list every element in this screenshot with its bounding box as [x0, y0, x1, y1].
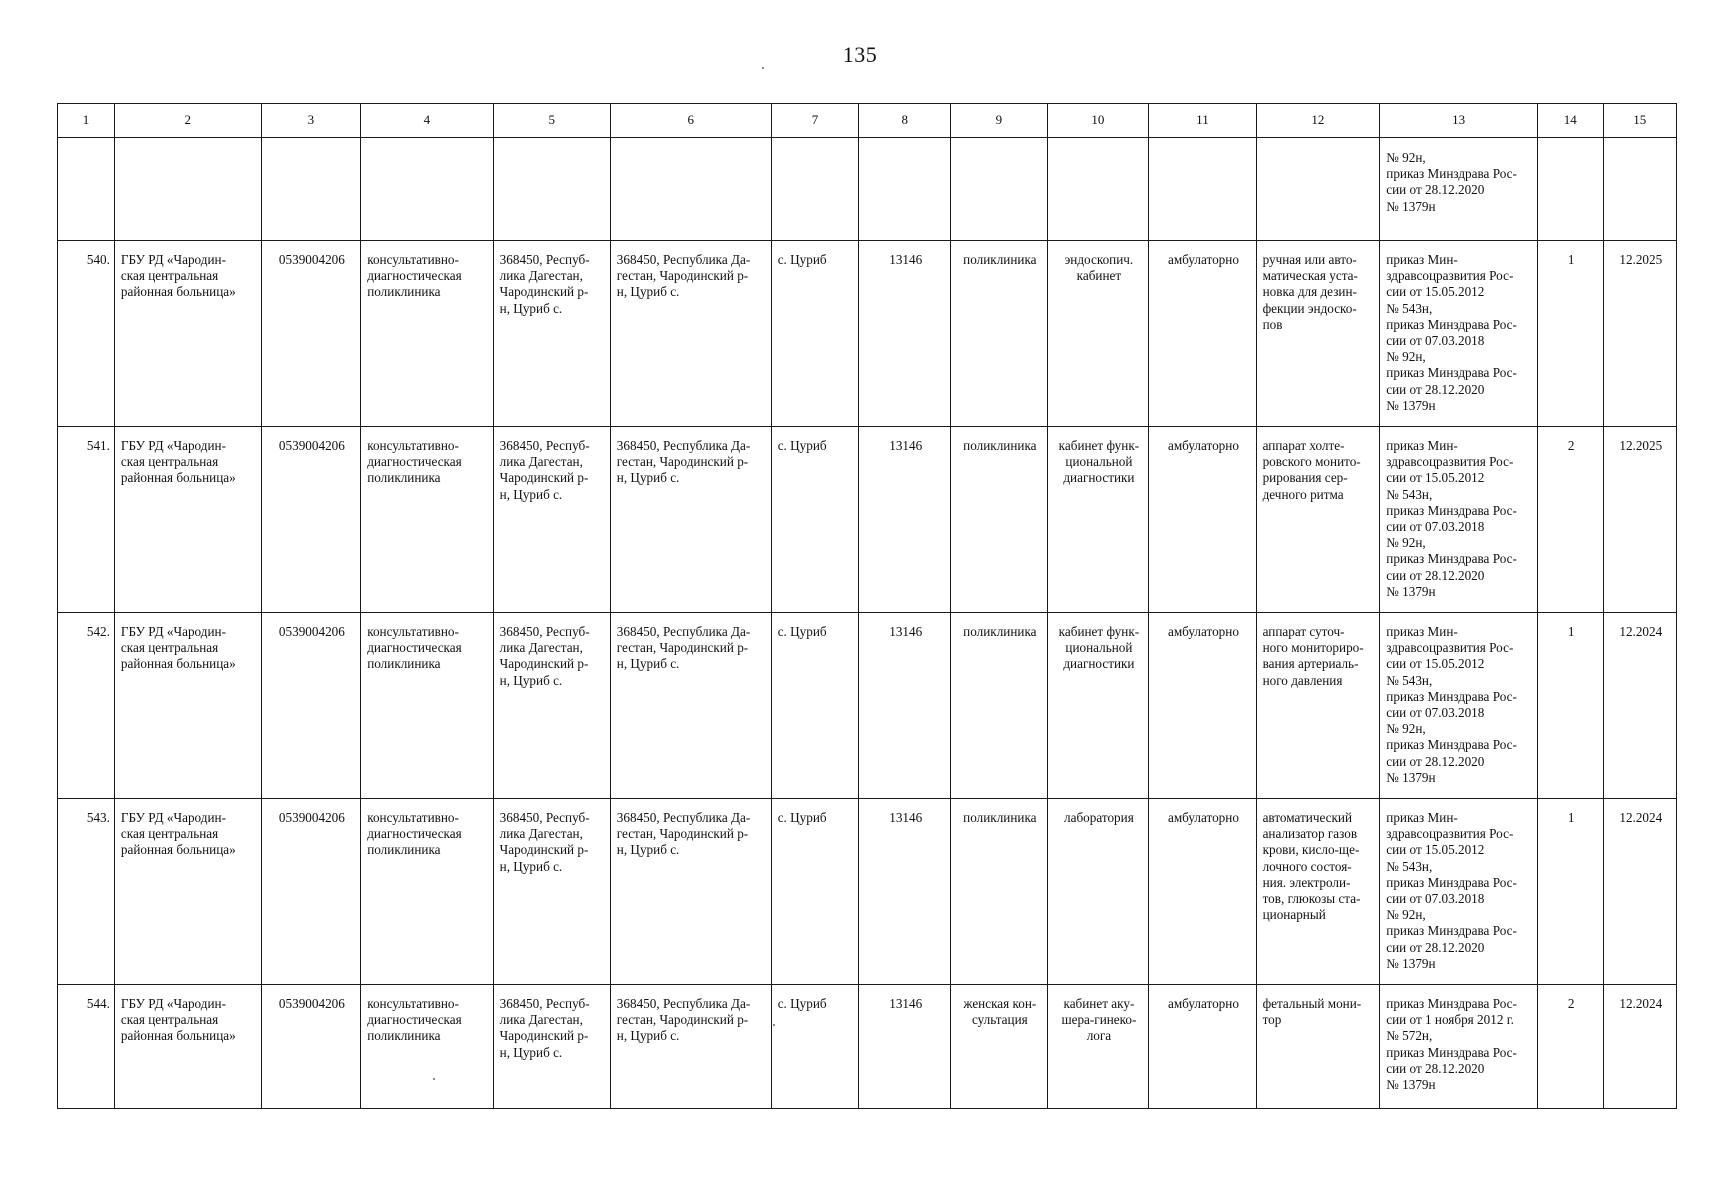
inn-cell: 0539004206	[261, 985, 361, 1109]
mode-cell: амбулаторно	[1149, 241, 1256, 427]
actual-address-cell: 368450, Республика Да- гестан, Чародинский р- н, Цуриб с.	[610, 241, 771, 427]
unit-cell: поликлиника	[951, 613, 1047, 799]
code-cell: 13146	[859, 427, 951, 613]
mode-cell: амбулаторно	[1149, 985, 1256, 1109]
quantity-cell: 1	[1537, 613, 1603, 799]
row-number: 544.	[58, 985, 115, 1109]
code-cell: 13146	[859, 799, 951, 985]
row-number: 540.	[58, 241, 115, 427]
room-cell: кабинет функ- циональной диагностики	[1047, 427, 1149, 613]
facility-type-cell: консультативно- диагностическая поликлиника	[361, 799, 493, 985]
locality-cell: с. Цуриб	[771, 799, 859, 985]
table-header	[58, 104, 1677, 138]
row-number: 542.	[58, 613, 115, 799]
scan-speck	[762, 67, 764, 69]
room-cell: кабинет функ- циональной диагностики	[1047, 613, 1149, 799]
facility-type-cell: консультативно- диагностическая поликлиника	[361, 427, 493, 613]
column-header-3: 3	[261, 104, 361, 138]
code-cell: 13146	[859, 613, 951, 799]
row-number: 541.	[58, 427, 115, 613]
table-row	[58, 241, 1677, 427]
organization-cell: ГБУ РД «Чародин- ская центральная районная больница»	[114, 427, 261, 613]
locality-cell: с. Цуриб	[771, 613, 859, 799]
actual-address-cell: 368450, Республика Да- гестан, Чародинский р- н, Цуриб с.	[610, 613, 771, 799]
page-number: 135	[842, 42, 878, 67]
locality-cell: с. Цуриб	[771, 985, 859, 1109]
mode-cell: амбулаторно	[1149, 799, 1256, 985]
quantity-cell: 2	[1537, 427, 1603, 613]
table-row	[58, 799, 1677, 985]
column-header-4: 4	[361, 104, 493, 138]
column-header-10: 10	[1047, 104, 1149, 138]
date-cell: 12.2024	[1603, 613, 1676, 799]
actual-address-cell: 368450, Республика Да- гестан, Чародинский р- н, Цуриб с.	[610, 427, 771, 613]
equipment-cell: аппарат суточ- ного мониториро- вания артериаль- ного давления	[1256, 613, 1380, 799]
date-cell: 12.2025	[1603, 427, 1676, 613]
equipment-cell: автоматический анализатор газов крови, кисло-ще- лочного состоя- ния. электроли- тов, глюкозы ста- ционарный	[1256, 799, 1380, 985]
legal-address-cell: 368450, Респуб- лика Дагестан, Чародинский р- н, Цуриб с.	[493, 985, 610, 1109]
column-header-15: 15	[1603, 104, 1676, 138]
column-header-5: 5	[493, 104, 610, 138]
column-header-8: 8	[859, 104, 951, 138]
basis-cell: № 92н, приказ Минздрава Рос- сии от 28.12.2020 № 1379н	[1380, 138, 1538, 241]
quantity-cell: 1	[1537, 241, 1603, 427]
column-header-13: 13	[1380, 104, 1538, 138]
inn-cell: 0539004206	[261, 799, 361, 985]
equipment-table	[57, 103, 1677, 1109]
organization-cell: ГБУ РД «Чародин- ская центральная районная больница»	[114, 613, 261, 799]
locality-cell: с. Цуриб	[771, 427, 859, 613]
quantity-cell: 1	[1537, 799, 1603, 985]
basis-cell: приказ Мин- здравсоцразвития Рос- сии от 15.05.2012 № 543н, приказ Минздрава Рос- сии от 07.03.2018 № 92н, приказ Минздрава Рос- сии от 28.12.2020 № 1379н	[1380, 427, 1538, 613]
mode-cell: амбулаторно	[1149, 427, 1256, 613]
legal-address-cell: 368450, Респуб- лика Дагестан, Чародинский р- н, Цуриб с.	[493, 799, 610, 985]
room-cell: эндоскопич. кабинет	[1047, 241, 1149, 427]
unit-cell: поликлиника	[951, 241, 1047, 427]
column-header-9: 9	[951, 104, 1047, 138]
inn-cell: 0539004206	[261, 613, 361, 799]
date-cell: 12.2024	[1603, 799, 1676, 985]
inn-cell: 0539004206	[261, 427, 361, 613]
table-row	[58, 427, 1677, 613]
inn-cell: 0539004206	[261, 241, 361, 427]
room-cell: кабинет аку- шера-гинеко- лога	[1047, 985, 1149, 1109]
facility-type-cell: консультативно- диагностическая поликлиника	[361, 613, 493, 799]
column-header-1: 1	[58, 104, 115, 138]
scan-speck	[773, 1024, 775, 1026]
code-cell: 13146	[859, 241, 951, 427]
scan-speck	[433, 1078, 435, 1080]
basis-cell: приказ Мин- здравсоцразвития Рос- сии от 15.05.2012 № 543н, приказ Минздрава Рос- сии от 07.03.2018 № 92н, приказ Минздрава Рос- сии от 28.12.2020 № 1379н	[1380, 799, 1538, 985]
row-number: 543.	[58, 799, 115, 985]
basis-cell: приказ Мин- здравсоцразвития Рос- сии от 15.05.2012 № 543н, приказ Минздрава Рос- сии от 07.03.2018 № 92н, приказ Минздрава Рос- сии от 28.12.2020 № 1379н	[1380, 613, 1538, 799]
equipment-cell: фетальный мони- тор	[1256, 985, 1380, 1109]
basis-cell: приказ Минздрава Рос- сии от 1 ноября 2012 г. № 572н, приказ Минздрава Рос- сии от 28.12.2020 № 1379н	[1380, 985, 1538, 1109]
organization-cell: ГБУ РД «Чародин- ская центральная районная больница»	[114, 799, 261, 985]
organization-cell: ГБУ РД «Чародин- ская центральная районная больница»	[114, 985, 261, 1109]
column-header-7: 7	[771, 104, 859, 138]
date-cell: 12.2025	[1603, 241, 1676, 427]
column-header-2: 2	[114, 104, 261, 138]
continuation-row	[58, 138, 1677, 241]
code-cell: 13146	[859, 985, 951, 1109]
unit-cell: женская кон- сультация	[951, 985, 1047, 1109]
room-cell: лаборатория	[1047, 799, 1149, 985]
unit-cell: поликлиника	[951, 427, 1047, 613]
facility-type-cell: консультативно- диагностическая поликлиника	[361, 985, 493, 1109]
table-body	[58, 138, 1677, 1109]
actual-address-cell: 368450, Республика Да- гестан, Чародинский р- н, Цуриб с.	[610, 799, 771, 985]
locality-cell: с. Цуриб	[771, 241, 859, 427]
header-row	[58, 104, 1677, 138]
table-row	[58, 985, 1677, 1109]
table-row	[58, 613, 1677, 799]
basis-cell: приказ Мин- здравсоцразвития Рос- сии от 15.05.2012 № 543н, приказ Минздрава Рос- сии от 07.03.2018 № 92н, приказ Минздрава Рос- сии от 28.12.2020 № 1379н	[1380, 241, 1538, 427]
unit-cell: поликлиника	[951, 799, 1047, 985]
legal-address-cell: 368450, Респуб- лика Дагестан, Чародинский р- н, Цуриб с.	[493, 427, 610, 613]
column-header-12: 12	[1256, 104, 1380, 138]
column-header-14: 14	[1537, 104, 1603, 138]
mode-cell: амбулаторно	[1149, 613, 1256, 799]
actual-address-cell: 368450, Республика Да- гестан, Чародинский р- н, Цуриб с.	[610, 985, 771, 1109]
organization-cell: ГБУ РД «Чародин- ская центральная районная больница»	[114, 241, 261, 427]
equipment-cell: ручная или авто- матическая уста- новка для дезин- фекции эндоско- пов	[1256, 241, 1380, 427]
column-header-11: 11	[1149, 104, 1256, 138]
quantity-cell: 2	[1537, 985, 1603, 1109]
facility-type-cell: консультативно- диагностическая поликлиника	[361, 241, 493, 427]
equipment-cell: аппарат холте- ровского монито- рирования сер- дечного ритма	[1256, 427, 1380, 613]
legal-address-cell: 368450, Респуб- лика Дагестан, Чародинский р- н, Цуриб с.	[493, 241, 610, 427]
date-cell: 12.2024	[1603, 985, 1676, 1109]
column-header-6: 6	[610, 104, 771, 138]
legal-address-cell: 368450, Респуб- лика Дагестан, Чародинский р- н, Цуриб с.	[493, 613, 610, 799]
